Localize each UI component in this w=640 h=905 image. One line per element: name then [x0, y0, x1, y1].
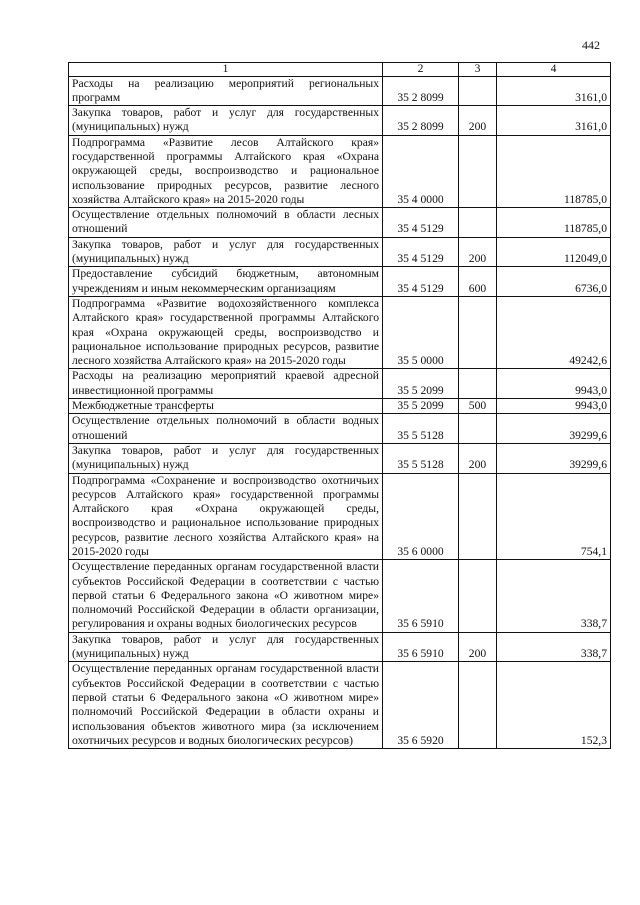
budget-table [68, 62, 611, 749]
row-kind [459, 560, 497, 632]
row-name: Осуществление переданных органам государственной власти субъектов Российской Федерации в соответствии с частью первой статьи 6 Федерального закона «О животном мире» полномочий Российской Федерации в области охраны и использования объектов животного мира (за исключением охотничьих ресурсов и водных биологических ресурсов) [69, 662, 383, 749]
table-row [69, 414, 611, 444]
row-name: Подпрограмма «Развитие лесов Алтайского края» государственной программы Алтайского края «Охрана окружающей среды, воспроизводство и рациональное использование природных ресурсов, развитие лесного хозяйства Алтайского края» на 2015-2020 годы [69, 135, 383, 207]
row-name: Осуществление отдельных полномочий в области лесных отношений [69, 208, 383, 238]
row-amount: 3161,0 [497, 106, 611, 136]
row-amount: 754,1 [497, 473, 611, 560]
row-kind: 500 [459, 399, 497, 414]
row-name: Предоставление субсидий бюджетным, автономным учреждениям и иным некоммерческим организациям [69, 267, 383, 297]
row-kind [459, 208, 497, 238]
table-row [69, 369, 611, 399]
table-row [69, 473, 611, 560]
row-amount: 112049,0 [497, 237, 611, 267]
table-row [69, 560, 611, 632]
header-col-4: 4 [497, 63, 611, 77]
row-code: 35 2 8099 [383, 106, 459, 136]
row-code: 35 6 0000 [383, 473, 459, 560]
row-amount: 6736,0 [497, 267, 611, 297]
row-name: Закупка товаров, работ и услуг для государственных (муниципальных) нужд [69, 106, 383, 136]
row-amount: 39299,6 [497, 443, 611, 473]
row-kind [459, 135, 497, 207]
row-code: 35 6 5910 [383, 560, 459, 632]
row-code: 35 6 5920 [383, 662, 459, 749]
header-col-2: 2 [383, 63, 459, 77]
table-row [69, 632, 611, 662]
row-name: Межбюджетные трансферты [69, 399, 383, 414]
row-name: Расходы на реализацию мероприятий региональных программ [69, 76, 383, 106]
row-code: 35 4 0000 [383, 135, 459, 207]
row-name: Закупка товаров, работ и услуг для государственных (муниципальных) нужд [69, 632, 383, 662]
row-amount: 3161,0 [497, 76, 611, 106]
row-code: 35 5 5128 [383, 414, 459, 444]
row-amount: 338,7 [497, 560, 611, 632]
row-code: 35 5 2099 [383, 369, 459, 399]
row-code: 35 2 8099 [383, 76, 459, 106]
row-kind: 200 [459, 237, 497, 267]
row-kind: 200 [459, 632, 497, 662]
table-row [69, 443, 611, 473]
row-amount: 118785,0 [497, 208, 611, 238]
row-code: 35 5 2099 [383, 399, 459, 414]
row-amount: 9943,0 [497, 399, 611, 414]
row-amount: 338,7 [497, 632, 611, 662]
table-row [69, 296, 611, 368]
row-name: Расходы на реализацию мероприятий краевой адресной инвестиционной программы [69, 369, 383, 399]
row-amount: 9943,0 [497, 369, 611, 399]
row-name: Осуществление переданных органам государственной власти субъектов Российской Федерации в соответствии с частью первой статьи 6 Федерального закона «О животном мире» полномочий Российской Федерации в области организации, регулирования и охраны водных биологических ресурсов [69, 560, 383, 632]
row-code: 35 4 5129 [383, 237, 459, 267]
row-kind: 600 [459, 267, 497, 297]
row-code: 35 4 5129 [383, 267, 459, 297]
row-kind [459, 473, 497, 560]
table-row [69, 237, 611, 267]
row-kind: 200 [459, 106, 497, 136]
row-amount: 39299,6 [497, 414, 611, 444]
row-code: 35 5 0000 [383, 296, 459, 368]
row-amount: 152,3 [497, 662, 611, 749]
row-kind [459, 662, 497, 749]
row-name: Подпрограмма «Развитие водохозяйственного комплекса Алтайского края» государственной программы Алтайского края «Охрана окружающей среды, воспроизводство и рациональное использование природных ресурсов, развитие лесного хозяйства Алтайского края» на 2015-2020 годы [69, 296, 383, 368]
row-name: Закупка товаров, работ и услуг для государственных (муниципальных) нужд [69, 237, 383, 267]
row-name: Подпрограмма «Сохранение и воспроизводство охотничьих ресурсов Алтайского края» государственной программы Алтайского края «Охрана окружающей среды, воспроизводство и рациональное использование природных ресурсов, развитие лесного хозяйства Алтайского края» на 2015-2020 годы [69, 473, 383, 560]
row-amount: 118785,0 [497, 135, 611, 207]
row-name: Закупка товаров, работ и услуг для государственных (муниципальных) нужд [69, 443, 383, 473]
table-row [69, 662, 611, 749]
row-kind: 200 [459, 443, 497, 473]
header-col-3: 3 [459, 63, 497, 77]
table-row [69, 76, 611, 106]
row-kind [459, 76, 497, 106]
row-code: 35 5 5128 [383, 443, 459, 473]
header-col-1: 1 [69, 63, 383, 77]
row-amount: 49242,6 [497, 296, 611, 368]
table-header-row [69, 63, 611, 77]
row-kind [459, 296, 497, 368]
table-row [69, 135, 611, 207]
row-kind [459, 369, 497, 399]
row-kind [459, 414, 497, 444]
table-row [69, 267, 611, 297]
table-row [69, 399, 611, 414]
row-code: 35 4 5129 [383, 208, 459, 238]
page-number: 442 [582, 38, 600, 52]
table-row [69, 208, 611, 238]
row-name: Осуществление отдельных полномочий в области водных отношений [69, 414, 383, 444]
row-code: 35 6 5910 [383, 632, 459, 662]
table-row [69, 106, 611, 136]
